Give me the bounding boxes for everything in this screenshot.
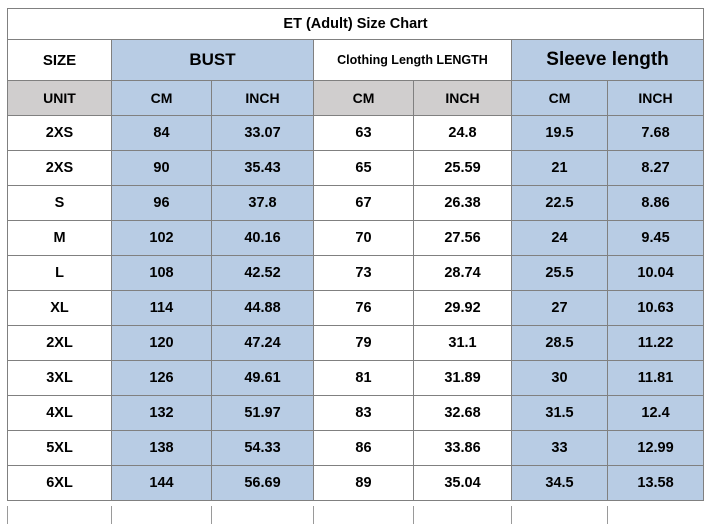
- cell-length-inch: 24.8: [414, 116, 512, 151]
- cell-sleeve-inch: 9.45: [608, 221, 704, 256]
- cell-length-inch: 27.56: [414, 221, 512, 256]
- cell-size: 3XL: [8, 361, 112, 396]
- table-row: [8, 221, 704, 256]
- unit-label: UNIT: [8, 81, 112, 116]
- grid-col-3: [313, 506, 413, 524]
- cell-bust-inch: 42.52: [212, 256, 314, 291]
- cell-sleeve-cm: 30: [512, 361, 608, 396]
- table-row: [8, 151, 704, 186]
- cell-bust-cm: 120: [112, 326, 212, 361]
- cell-bust-inch: 51.97: [212, 396, 314, 431]
- cell-bust-inch: 56.69: [212, 466, 314, 501]
- cell-bust-inch: 49.61: [212, 361, 314, 396]
- grid-col-5: [511, 506, 607, 524]
- cell-length-cm: 81: [314, 361, 414, 396]
- cell-length-inch: 35.04: [414, 466, 512, 501]
- cell-length-inch: 31.89: [414, 361, 512, 396]
- cell-bust-inch: 33.07: [212, 116, 314, 151]
- cell-sleeve-inch: 8.27: [608, 151, 704, 186]
- unit-sleeve-cm: CM: [512, 81, 608, 116]
- cell-sleeve-cm: 25.5: [512, 256, 608, 291]
- cell-length-inch: 29.92: [414, 291, 512, 326]
- cell-sleeve-inch: 10.04: [608, 256, 704, 291]
- sheet-bottom-gridlines: [7, 506, 703, 524]
- cell-size: L: [8, 256, 112, 291]
- cell-bust-cm: 96: [112, 186, 212, 221]
- cell-length-cm: 73: [314, 256, 414, 291]
- header-size: SIZE: [8, 40, 112, 81]
- cell-length-cm: 67: [314, 186, 414, 221]
- grid-col-6: [607, 506, 703, 524]
- grid-col-4: [413, 506, 511, 524]
- cell-length-cm: 63: [314, 116, 414, 151]
- cell-sleeve-inch: 8.86: [608, 186, 704, 221]
- cell-sleeve-inch: 11.81: [608, 361, 704, 396]
- cell-bust-cm: 84: [112, 116, 212, 151]
- cell-bust-inch: 35.43: [212, 151, 314, 186]
- cell-length-inch: 28.74: [414, 256, 512, 291]
- cell-bust-inch: 54.33: [212, 431, 314, 466]
- cell-size: XL: [8, 291, 112, 326]
- cell-length-cm: 76: [314, 291, 414, 326]
- size-chart-sheet: [0, 8, 710, 524]
- cell-size: 5XL: [8, 431, 112, 466]
- title-row: [8, 9, 704, 40]
- cell-length-inch: 33.86: [414, 431, 512, 466]
- cell-size: 2XS: [8, 116, 112, 151]
- cell-length-inch: 26.38: [414, 186, 512, 221]
- grid-col-0: [7, 506, 111, 524]
- cell-length-cm: 79: [314, 326, 414, 361]
- unit-sleeve-inch: INCH: [608, 81, 704, 116]
- cell-size: S: [8, 186, 112, 221]
- table-row: [8, 396, 704, 431]
- cell-size: 2XL: [8, 326, 112, 361]
- cell-size: 4XL: [8, 396, 112, 431]
- cell-length-inch: 32.68: [414, 396, 512, 431]
- header-sleeve-length: Sleeve length: [512, 40, 704, 81]
- table-row: [8, 466, 704, 501]
- cell-bust-inch: 37.8: [212, 186, 314, 221]
- cell-length-inch: 25.59: [414, 151, 512, 186]
- cell-size: 6XL: [8, 466, 112, 501]
- group-header-row: [8, 40, 704, 81]
- cell-sleeve-inch: 12.99: [608, 431, 704, 466]
- cell-bust-inch: 40.16: [212, 221, 314, 256]
- unit-header-row: [8, 81, 704, 116]
- cell-sleeve-cm: 34.5: [512, 466, 608, 501]
- table-row: [8, 256, 704, 291]
- cell-sleeve-cm: 27: [512, 291, 608, 326]
- unit-bust-cm: CM: [112, 81, 212, 116]
- cell-sleeve-inch: 11.22: [608, 326, 704, 361]
- cell-sleeve-inch: 10.63: [608, 291, 704, 326]
- cell-length-cm: 70: [314, 221, 414, 256]
- cell-bust-cm: 132: [112, 396, 212, 431]
- cell-length-inch: 31.1: [414, 326, 512, 361]
- cell-sleeve-cm: 21: [512, 151, 608, 186]
- cell-sleeve-cm: 28.5: [512, 326, 608, 361]
- header-clothing-length: Clothing Length LENGTH: [314, 40, 512, 81]
- cell-length-cm: 89: [314, 466, 414, 501]
- unit-length-cm: CM: [314, 81, 414, 116]
- size-chart-table: [7, 8, 704, 501]
- cell-sleeve-inch: 7.68: [608, 116, 704, 151]
- table-row: [8, 186, 704, 221]
- header-bust: BUST: [112, 40, 314, 81]
- cell-sleeve-inch: 13.58: [608, 466, 704, 501]
- cell-bust-cm: 126: [112, 361, 212, 396]
- cell-size: 2XS: [8, 151, 112, 186]
- cell-size: M: [8, 221, 112, 256]
- cell-sleeve-cm: 22.5: [512, 186, 608, 221]
- cell-bust-cm: 138: [112, 431, 212, 466]
- cell-length-cm: 83: [314, 396, 414, 431]
- cell-bust-cm: 102: [112, 221, 212, 256]
- grid-col-2: [211, 506, 313, 524]
- cell-sleeve-inch: 12.4: [608, 396, 704, 431]
- page-title: ET (Adult) Size Chart: [8, 9, 704, 40]
- unit-bust-inch: INCH: [212, 81, 314, 116]
- cell-bust-inch: 44.88: [212, 291, 314, 326]
- cell-length-cm: 86: [314, 431, 414, 466]
- cell-sleeve-cm: 31.5: [512, 396, 608, 431]
- table-row: [8, 431, 704, 466]
- cell-bust-cm: 108: [112, 256, 212, 291]
- cell-sleeve-cm: 33: [512, 431, 608, 466]
- cell-bust-cm: 90: [112, 151, 212, 186]
- cell-sleeve-cm: 24: [512, 221, 608, 256]
- grid-col-1: [111, 506, 211, 524]
- cell-length-cm: 65: [314, 151, 414, 186]
- table-row: [8, 361, 704, 396]
- table-row: [8, 291, 704, 326]
- cell-bust-cm: 114: [112, 291, 212, 326]
- table-row: [8, 116, 704, 151]
- cell-bust-cm: 144: [112, 466, 212, 501]
- table-row: [8, 326, 704, 361]
- unit-length-inch: INCH: [414, 81, 512, 116]
- cell-bust-inch: 47.24: [212, 326, 314, 361]
- cell-sleeve-cm: 19.5: [512, 116, 608, 151]
